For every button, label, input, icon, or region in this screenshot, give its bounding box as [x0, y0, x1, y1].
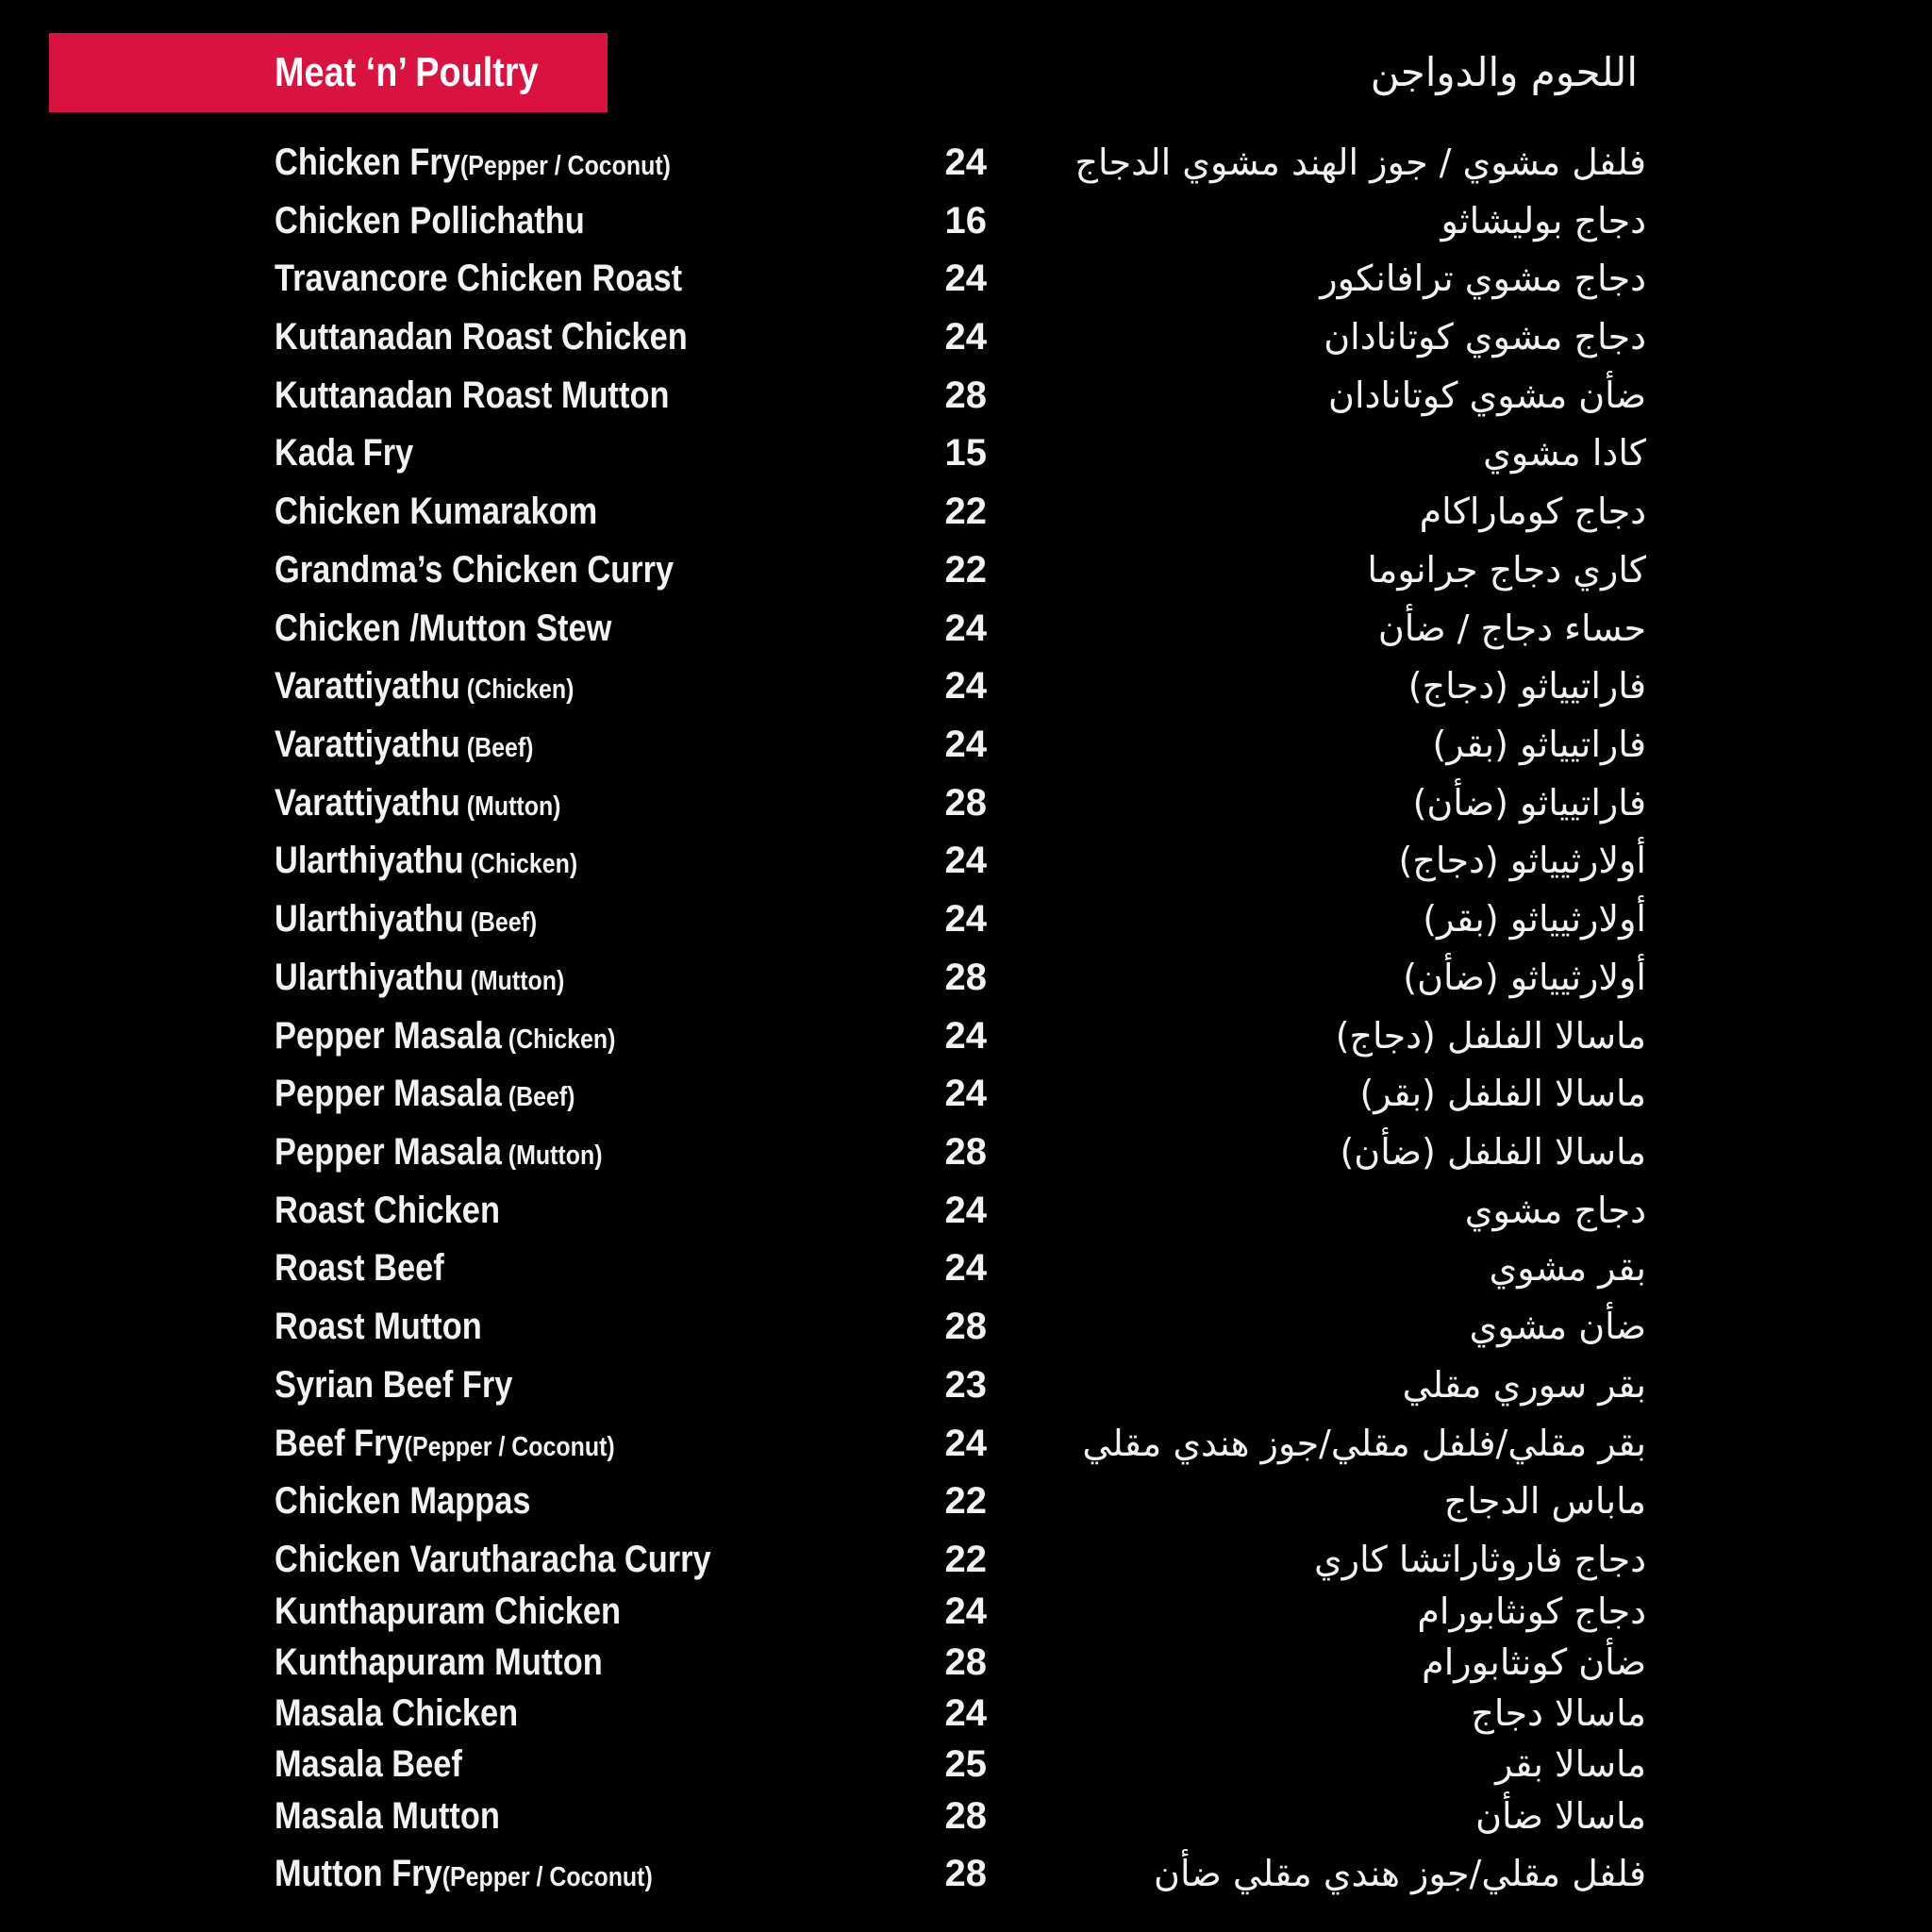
item-name-arabic: فلفل مشوي / جوز الهند مشوي الدجاج: [1074, 142, 1646, 183]
item-name-text: Masala Beef: [275, 1743, 462, 1785]
item-name: [275, 603, 611, 654]
item-price: 24: [944, 1591, 987, 1632]
item-name-arabic: فلفل مقلي/جوز هندي مقلي ضأن: [1154, 1853, 1646, 1894]
item-name-text: Ularthiyathu: [275, 957, 464, 998]
item-name-arabic: ماسالا الفلفل (بقر): [1359, 1073, 1646, 1114]
item-name: [275, 1242, 444, 1293]
item-name: [275, 1586, 621, 1637]
item-name-arabic: حساء دجاج / ضأن: [1377, 608, 1646, 649]
menu-item: [0, 1418, 1932, 1469]
section-title: Meat ‘n’ Poultry: [275, 49, 539, 95]
item-price: 28: [944, 1131, 987, 1173]
item-note: (Mutton): [466, 791, 561, 822]
item-name: [275, 1534, 711, 1585]
item-name-text: Chicken Fry: [275, 142, 460, 183]
item-name-arabic: ماباس الدجاج: [1443, 1480, 1646, 1522]
item-price: 25: [944, 1743, 987, 1785]
item-name-text: Kuttanadan Roast Mutton: [275, 375, 670, 416]
menu-item: [0, 1301, 1932, 1352]
menu-item: [0, 1359, 1932, 1410]
item-note: (Beef): [470, 908, 538, 938]
item-name-text: Ularthiyathu: [275, 898, 464, 940]
item-name: [275, 1068, 575, 1119]
item-name: [275, 427, 413, 478]
item-price: 22: [944, 491, 987, 532]
menu-item: [0, 1242, 1932, 1293]
item-price: 28: [944, 375, 987, 416]
item-note: (Pepper / Coconut): [459, 151, 671, 181]
item-name: [275, 835, 577, 886]
item-name-text: Kada Fry: [275, 432, 414, 474]
item-name-text: Chicken Mappas: [275, 1480, 531, 1522]
item-name-arabic: دجاج بوليشاثو: [1441, 200, 1646, 242]
item-name-text: Roast Chicken: [275, 1190, 500, 1231]
item-name-text: Varattiyathu: [275, 665, 460, 707]
item-price: 24: [944, 608, 987, 649]
item-name: [275, 1010, 615, 1061]
item-name-text: Varattiyathu: [275, 782, 460, 824]
item-name: [275, 1126, 603, 1177]
item-price: 22: [944, 1539, 987, 1580]
item-name-arabic: فاراتيياثو (دجاج): [1407, 665, 1646, 707]
item-name-text: Chicken Pollichathu: [275, 200, 585, 242]
item-note: (Chicken): [508, 1024, 616, 1055]
item-name-arabic: ضأن مشوي كوتانادان: [1328, 375, 1646, 416]
item-name: [275, 195, 585, 246]
item-name-arabic: دجاج مشوي: [1464, 1190, 1646, 1231]
item-name-text: Roast Beef: [275, 1247, 444, 1289]
item-name-arabic: ضأن كونثابورام: [1422, 1641, 1646, 1683]
item-name: [275, 1475, 530, 1526]
item-price: 28: [944, 957, 987, 998]
item-name: [275, 486, 597, 537]
menu-item: [0, 777, 1932, 828]
item-name-text: Chicken Varutharacha Curry: [275, 1539, 711, 1580]
item-price: 28: [944, 1853, 987, 1894]
item-name-text: Chicken Kumarakom: [275, 491, 598, 532]
item-name: [275, 893, 537, 944]
menu-item: [0, 893, 1932, 944]
menu-item: [0, 719, 1932, 770]
item-name-arabic: بقر مقلي/فلفل مقلي/جوز هندي مقلي: [1082, 1423, 1646, 1464]
item-name-text: Mutton Fry: [275, 1853, 442, 1894]
item-name-arabic: أولارثيياثو (ضأن): [1403, 957, 1646, 998]
item-name-arabic: كادا مشوي: [1483, 432, 1646, 474]
item-name: [275, 1359, 512, 1410]
item-name-arabic: دجاج مشوي ترافانكور: [1320, 258, 1646, 299]
menu-item: [0, 1848, 1932, 1899]
item-name-text: Beef Fry: [275, 1423, 405, 1464]
section-title-arabic: اللحوم والدواجن: [1370, 49, 1638, 95]
item-name-arabic: ماسالا بقر: [1495, 1743, 1646, 1785]
item-price: 28: [944, 1641, 987, 1683]
item-price: 24: [944, 316, 987, 358]
item-name-arabic: دجاج كونثابورام: [1417, 1591, 1646, 1632]
item-name-text: Roast Mutton: [275, 1306, 482, 1347]
item-price: 24: [944, 1247, 987, 1289]
menu-item: [0, 660, 1932, 711]
item-name-text: Pepper Masala: [275, 1073, 502, 1114]
item-price: 24: [944, 1423, 987, 1464]
item-name-arabic: بقر سوري مقلي: [1402, 1364, 1646, 1406]
item-price: 28: [944, 1795, 987, 1837]
menu-item: [0, 1475, 1932, 1526]
item-price: 24: [944, 1692, 987, 1734]
item-name-arabic: ضأن مشوي: [1469, 1306, 1646, 1347]
item-name-text: Pepper Masala: [275, 1131, 502, 1173]
item-name: [275, 1739, 462, 1790]
item-name-text: Travancore Chicken Roast: [275, 258, 683, 299]
menu-item: [0, 253, 1932, 304]
menu-item: [0, 311, 1932, 362]
menu-item: [0, 427, 1932, 478]
item-name: [275, 952, 564, 1003]
menu-item: [0, 137, 1932, 188]
menu-item: [0, 1185, 1932, 1236]
item-name-text: Kuttanadan Roast Chicken: [275, 316, 688, 358]
item-name-arabic: دجاج مشوي كوتانادان: [1324, 316, 1646, 358]
menu-item: [0, 1586, 1932, 1637]
item-name-text: Varattiyathu: [275, 724, 460, 765]
item-price: 23: [944, 1364, 987, 1406]
item-name-text: Masala Chicken: [275, 1692, 519, 1734]
item-price: 28: [944, 1306, 987, 1347]
item-note: (Chicken): [470, 849, 578, 879]
item-name: [275, 1185, 500, 1236]
item-name-text: Masala Mutton: [275, 1795, 500, 1837]
item-name-arabic: دجاج كوماراكام: [1419, 491, 1646, 532]
item-name-arabic: دجاج فاروثاراتشا كاري: [1313, 1539, 1646, 1580]
menu-item: [0, 603, 1932, 654]
item-name-text: Kunthapuram Chicken: [275, 1591, 621, 1632]
item-note: (Pepper / Coconut): [404, 1432, 615, 1462]
item-name: [275, 1301, 482, 1352]
item-name: [275, 311, 688, 362]
item-name: [275, 1790, 500, 1841]
menu-item: [0, 1637, 1932, 1688]
item-price: 24: [944, 898, 987, 940]
item-price: 24: [944, 1015, 987, 1057]
item-name: [275, 544, 674, 595]
item-price: 22: [944, 549, 987, 591]
item-name-arabic: ماسالا دجاج: [1471, 1692, 1646, 1734]
item-name: [275, 777, 560, 828]
item-price: 24: [944, 142, 987, 183]
item-name: [275, 1637, 603, 1688]
menu-item: [0, 1739, 1932, 1790]
item-name: [275, 1848, 653, 1899]
item-price: 24: [944, 1073, 987, 1114]
item-name: [275, 370, 669, 421]
item-name-arabic: فاراتيياثو (ضأن): [1412, 782, 1646, 824]
menu-item: [0, 1688, 1932, 1739]
item-name: [275, 719, 533, 770]
item-name-arabic: كاري دجاج جرانوما: [1367, 549, 1646, 591]
item-name-text: Chicken /Mutton Stew: [275, 608, 612, 649]
item-price: 16: [944, 200, 987, 242]
menu-item: [0, 544, 1932, 595]
item-note: (Chicken): [466, 675, 575, 705]
item-price: 24: [944, 665, 987, 707]
item-name-arabic: ماسالا الفلفل (دجاج): [1335, 1015, 1646, 1057]
item-note: (Mutton): [508, 1141, 603, 1171]
item-name-text: Grandma’s Chicken Curry: [275, 549, 675, 591]
menu-item: [0, 370, 1932, 421]
menu-item: [0, 195, 1932, 246]
item-name: [275, 253, 682, 304]
item-price: 28: [944, 782, 987, 824]
item-price: 15: [944, 432, 987, 474]
menu-item: [0, 1010, 1932, 1061]
item-note: (Beef): [508, 1082, 575, 1112]
menu-item: [0, 1068, 1932, 1119]
item-name-text: Syrian Beef Fry: [275, 1364, 513, 1406]
menu-item: [0, 952, 1932, 1003]
item-name: [275, 660, 574, 711]
item-name-arabic: ماسالا الفلفل (ضأن): [1340, 1131, 1646, 1173]
item-price: 24: [944, 258, 987, 299]
item-name-text: Ularthiyathu: [275, 840, 464, 881]
item-name-arabic: أولارثيياثو (بقر): [1423, 898, 1646, 940]
item-name-arabic: فاراتيياثو (بقر): [1432, 724, 1646, 765]
item-name: [275, 1418, 615, 1469]
menu-item: [0, 1534, 1932, 1585]
item-name-text: Kunthapuram Mutton: [275, 1641, 603, 1683]
item-name-arabic: بقر مشوي: [1489, 1247, 1646, 1289]
item-note: (Beef): [466, 733, 534, 763]
item-note: (Mutton): [470, 966, 565, 996]
menu-item: [0, 486, 1932, 537]
item-note: (Pepper / Coconut): [441, 1862, 653, 1892]
menu-item: [0, 835, 1932, 886]
item-name-arabic: ماسالا ضأن: [1475, 1795, 1646, 1837]
item-name-text: Pepper Masala: [275, 1015, 502, 1057]
item-price: 24: [944, 1190, 987, 1231]
item-name: [275, 1688, 518, 1739]
menu-item: [0, 1126, 1932, 1177]
item-price: 24: [944, 840, 987, 881]
item-price: 22: [944, 1480, 987, 1522]
item-name: [275, 137, 671, 188]
item-name-arabic: أولارثيياثو (دجاج): [1398, 840, 1646, 881]
item-price: 24: [944, 724, 987, 765]
menu-item: [0, 1790, 1932, 1841]
